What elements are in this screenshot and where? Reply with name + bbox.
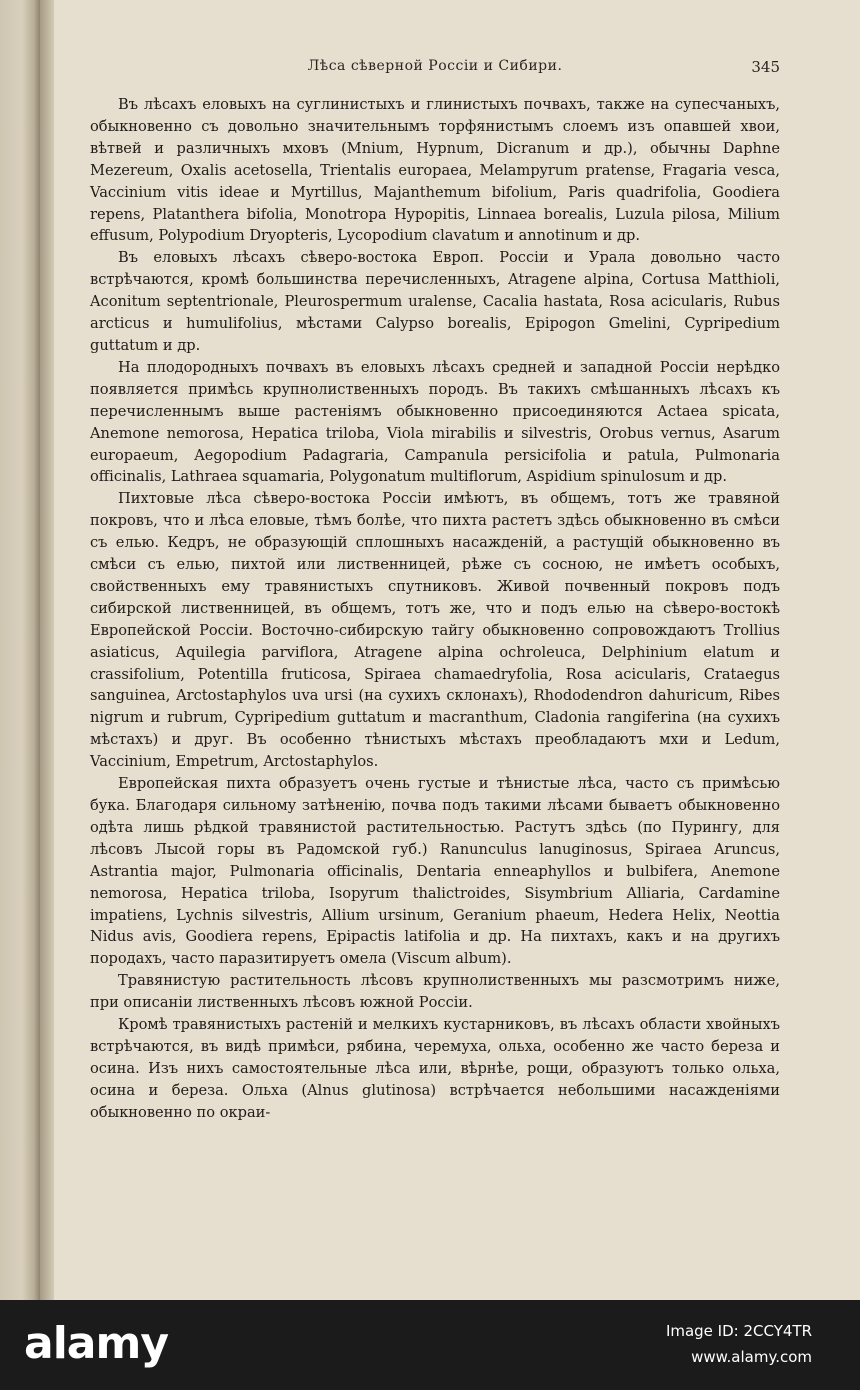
- site-url-link[interactable]: www.alamy.com: [691, 1348, 812, 1366]
- paragraph: Пихтовые лѣса сѣверо-востока Россіи имѣютъ, въ общемъ, тотъ же травяной покровъ, что и лѣса еловые, тѣмъ болѣе, что пихта растетъ здѣсь обыкновенно въ смѣси съ елью. Кедръ, не образующій сплошныхъ насажденій, а растущій обыкновенно въ смѣси съ елью, пихтой или лиственницей, рѣже съ сосною, не имѣетъ особыхъ, свойственныхъ ему травянистыхъ спутниковъ. Живой почвенный покровъ подъ сибирской лиственницей, въ общемъ, тотъ же, что и подъ елью на сѣверо-востокѣ Европейской Россіи. Восточно-сибирскую тайгу обыкновенно сопровождаютъ Trollius asiaticus, Aquilegia parviflora, Atragene alpina ochroleuca, Delphinium elatum и crassifolium, Potentilla fruticosa, Spiraea chamaedryfolia, Rosa acicularis, Crataegus sanguinea, Arctostaphylos uva ursi (на сухихъ склонахъ), Rhododendron dahuricum, Ribes nigrum и rubrum, Cypripedium guttatum и macranthum, Cladonia rangiferina (на сухихъ мѣстахъ) и друг. Въ особенно тѣнистыхъ мѣстахъ преобладаютъ мхи и Ledum, Vaccinium, Empetrum, Arctostaphylos.: [90, 490, 780, 771]
- paragraph: Европейская пихта образуетъ очень густые и тѣнистые лѣса, часто съ примѣсью бука. Благодаря сильному затѣненію, почва подъ такими лѣсами бываетъ обыкновенно одѣта лишь рѣдкой травянистой растительностью. Растутъ здѣсь (по Пурингу, для лѣсовъ Лысой горы въ Радомской губ.) Ranunculus lanuginosus, Spiraea Aruncus, Astrantia major, Pulmonaria officinalis, Dentaria enneaphyllos и bulbifera, Anemone nemorosa, Hepatica triloba, Isopyrum thalictroides, Sisymbrium Alliaria, Cardamine impatiens, Lychnis silvestris, Allium ursinum, Geranium phaeum, Hedera Helix, Neottia Nidus avis, Goodiera repens, Epipactis latifolia и др. На пихтахъ, какъ и на другихъ породахъ, часто паразитируетъ омела (Viscum album).: [90, 775, 780, 968]
- image-id-label: Image ID: 2CCY4TR: [665, 1322, 812, 1340]
- alamy-logo[interactable]: alamy: [24, 1318, 168, 1369]
- page-header: [90, 58, 780, 82]
- paragraph: На плодородныхъ почвахъ въ еловыхъ лѣсахъ средней и западной Россіи нерѣдко появляется примѣсь крупнолиственныхъ породъ. Въ такихъ смѣшанныхъ лѣсахъ къ перечисленнымъ выше растеніямъ обыкновенно присоединяются Actaea spicata, Anemone nemorosa, Hepatica triloba, Viola mirabilis и silvestris, Orobus vernus, Asarum europaeum, Aegopodium Padagraria, Campanula persicifolia и patula, Pulmonaria officinalis, Lathraea squamaria, Polygonatum multiflorum, Aspidium spinulosum и др.: [90, 358, 780, 486]
- paragraph: Кромѣ травянистыхъ растеній и мелкихъ кустарниковъ, въ лѣсахъ области хвойныхъ встрѣчаются, въ видѣ примѣси, рябина, черемуха, ольха, особенно же часто береза и осина. Изъ нихъ самостоятельные лѣса или, вѣрнѣе, рощи, образуютъ только ольха, осина и береза. Ольха (Alnus glutinosa) встрѣчается небольшими насажденіями обыкновенно по окраи-: [90, 1016, 780, 1121]
- paragraph: Въ лѣсахъ еловыхъ на суглинистыхъ и глинистыхъ почвахъ, также на супесчаныхъ, обыкновенно съ довольно значительнымъ торфянистымъ слоемъ изъ опавшей хвои, вѣтвей и различныхъ мховъ (Mnium, Hypnum, Dicranum и др.), обычны Daphne Mezereum, Oxalis acetosella, Trientalis europaea, Melampyrum pratense, Fragaria vesca, Vaccinium vitis ideae и Myrtillus, Majanthemum bifolium, Paris quadrifolia, Goodiera repens, Platanthera bifolia, Monotropa Hypopitis, Linnaea borealis, Luzula pilosa, Milium effusum, Polypodium Dryopteris, Lycopodium clavatum и annotinum и др.: [90, 96, 780, 245]
- previous-page-edge: [0, 0, 40, 1300]
- body-text: [90, 94, 780, 1124]
- page-number: 345: [751, 58, 780, 76]
- paragraph: Въ еловыхъ лѣсахъ сѣверо-востока Европ. Россіи и Урала довольно часто встрѣчаются, кромѣ большинства перечисленныхъ, Atragene alpina, Cortusa Matthioli, Aconitum septentrionale, Pleurospermum uralense, Cacalia hastata, Rosa acicularis, Rubus arcticus и humulifolius, мѣстами Calypso borealis, Epipogon Gmelini, Cypripedium guttatum и др.: [90, 249, 780, 354]
- page-gutter: [40, 0, 54, 1300]
- paragraph: Травянистую растительность лѣсовъ крупнолиственныхъ мы разсмотримъ ниже, при описаніи лиственныхъ лѣсовъ южной Россіи.: [90, 972, 780, 1012]
- running-title: Лѣса сѣверной Россіи и Сибири.: [307, 58, 563, 74]
